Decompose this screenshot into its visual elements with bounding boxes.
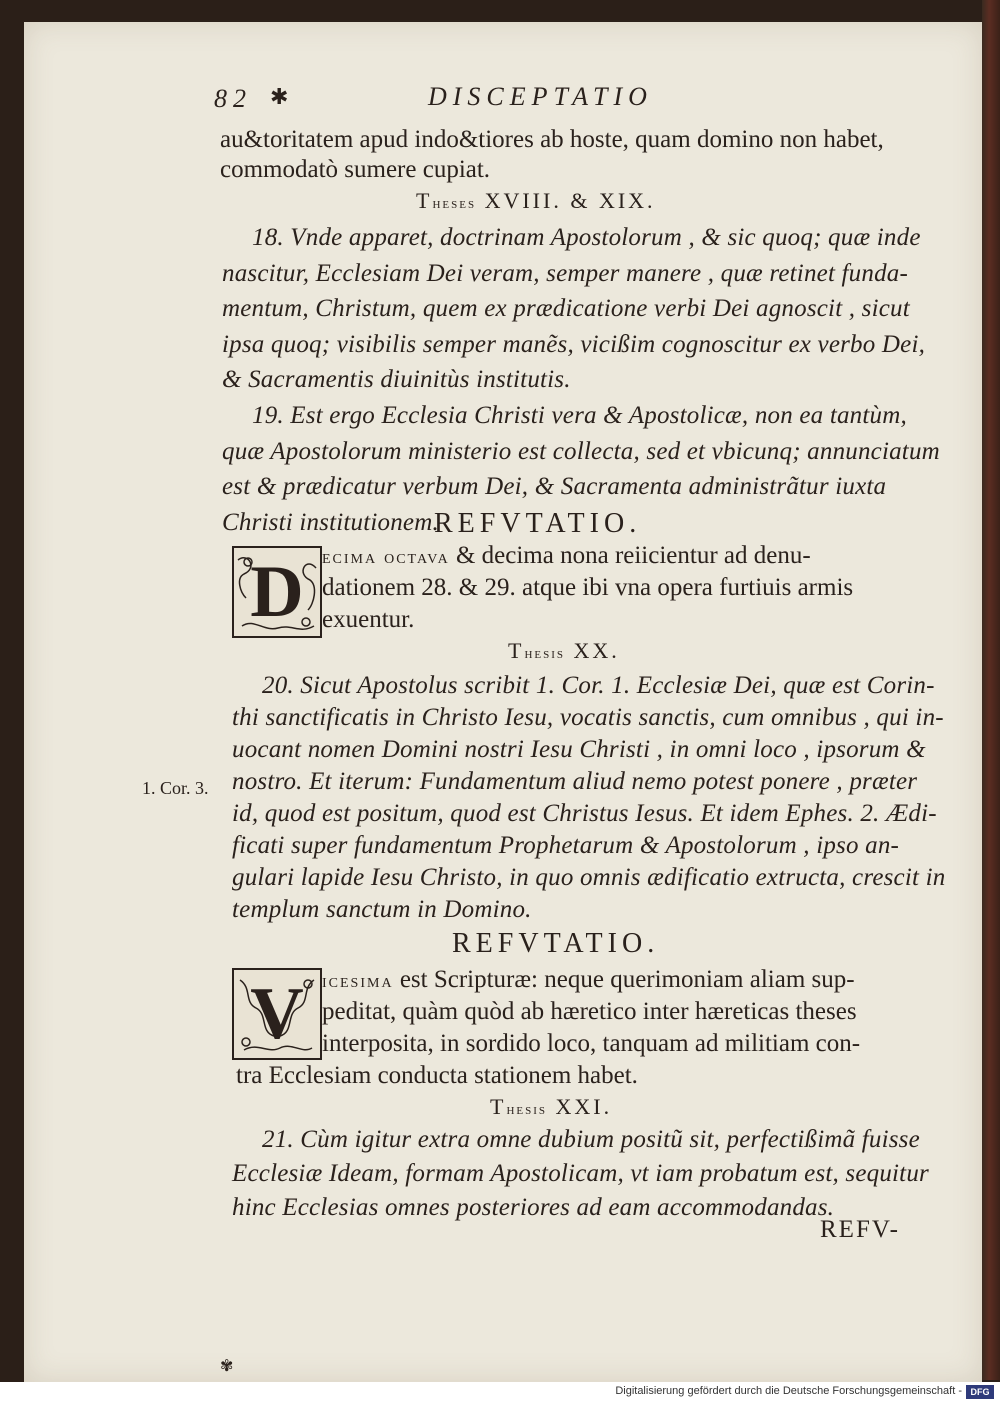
text-line: nostro. Et iterum: Fundamentum aliud nemo potest ponere , præter	[232, 768, 918, 795]
refutatio-2-line-1: icesima est Scripturæ: neque querimoniam aliam sup-	[322, 966, 855, 993]
text-line: nascitur, Ecclesiam Dei veram, semper manere , quæ retinet funda-	[222, 259, 909, 287]
margin-note: 1. Cor. 3.	[142, 778, 209, 798]
initial-letter: D	[250, 551, 304, 633]
page-number: 82	[214, 84, 252, 113]
text-line: gulari lapide Iesu Christo, in quo omnis ædificatio extructa, crescit in	[232, 864, 946, 891]
refutatio-2-line-4: tra Ecclesiam conducta stationem habet.	[236, 1062, 638, 1089]
text-line: hinc Ecclesias omnes posteriores ad eam accommodandas.	[232, 1194, 835, 1221]
text-line: & Sacramentis diuinitùs institutis.	[222, 366, 571, 394]
refutatio-2-line-2: peditat, quàm quòd ab hæretico inter hæreticas theses	[322, 998, 857, 1025]
refutatio-1-line-3: exuentur.	[322, 606, 415, 633]
text-line: quæ Apostolorum ministerio est collecta, sed et vbicunq; annunciatum	[222, 437, 940, 465]
text-line: ipsa quoq; visibilis semper manẽs, vicißim cognoscitur ex verbo Dei,	[222, 330, 926, 358]
section-heading-thesis-21: Thesis XXI.	[490, 1094, 613, 1119]
text-line: est & prædicatur verbum Dei, & Sacramenta administrãtur iuxta	[222, 473, 887, 501]
footer-credit: Digitalisierung gefördert durch die Deutsche Forschungsgemeinschaft -	[615, 1385, 962, 1397]
refutatio-2-line-3: interposita, in sordido loco, tanquam ad militiam con-	[322, 1030, 861, 1057]
text-line: mentum, Christum, quem ex prædicatione verbi Dei agnoscit , sicut	[222, 295, 910, 323]
ornament-icon: ✾	[220, 1356, 234, 1375]
decorated-initial-v	[232, 968, 322, 1060]
text-line: id, quod est positum, quod est Christus Iesus. Et idem Ephes. 2. Ædi-	[232, 800, 937, 827]
refutatio-heading-1: REFVTATIO.	[434, 508, 642, 539]
text-line: ficati super fundamentum Prophetarum & Apostolorum , ipso an-	[232, 832, 900, 859]
book-spine	[982, 0, 1000, 1380]
text-line: 21. Cùm igitur extra omne dubium positũ sit, perfectißimã fuisse	[262, 1126, 920, 1153]
running-title: DISCEPTATIO	[428, 82, 653, 111]
intro-line-2: commodatò sumere cupiat.	[220, 156, 491, 183]
header-mark: ✱	[270, 84, 289, 109]
text-line: 18. Vnde apparet, doctrinam Apostolorum , & sic quoq; quæ inde	[252, 224, 921, 251]
text-line: 19. Est ergo Ecclesia Christi vera & Apostolicæ, non ea tantùm,	[252, 402, 907, 429]
intro-line-1: au&toritatem apud indo&tiores ab hoste, quam domino non habet,	[220, 126, 884, 153]
text-line: uocant nomen Domini nostri Iesu Christi , in omni loco , ipsorum &	[232, 736, 926, 763]
text-line: Christi institutionem.	[222, 508, 439, 536]
section-heading-thesis-20: Thesis XX.	[508, 638, 620, 663]
book-page	[24, 22, 982, 1382]
text-line: Ecclesiæ Ideam, formam Apostolicam, vt iam probatum est, sequitur	[232, 1160, 929, 1187]
decorated-initial-d	[232, 546, 322, 638]
text-line: thi sanctificatis in Christo Iesu, vocatis sanctis, cum omnibus , qui in-	[232, 704, 944, 731]
dfg-logo-icon: DFG	[966, 1385, 994, 1399]
footer-band	[0, 1382, 1000, 1404]
initial-letter: V	[250, 973, 304, 1055]
refutatio-1-line-1: ecima octava & decima nona reiicientur ad denu-	[322, 542, 811, 569]
text-line: 20. Sicut Apostolus scribit 1. Cor. 1. Ecclesiæ Dei, quæ est Corin-	[262, 672, 935, 699]
text-line: templum sanctum in Domino.	[232, 896, 532, 923]
refutatio-heading-2: REFVTATIO.	[452, 928, 660, 959]
catchword: REFV-	[820, 1216, 900, 1243]
section-heading-theses-18-19: Theses XVIII. & XIX.	[416, 188, 656, 213]
refutatio-1-line-2: dationem 28. & 29. atque ibi vna opera furtiuis armis	[322, 574, 854, 601]
